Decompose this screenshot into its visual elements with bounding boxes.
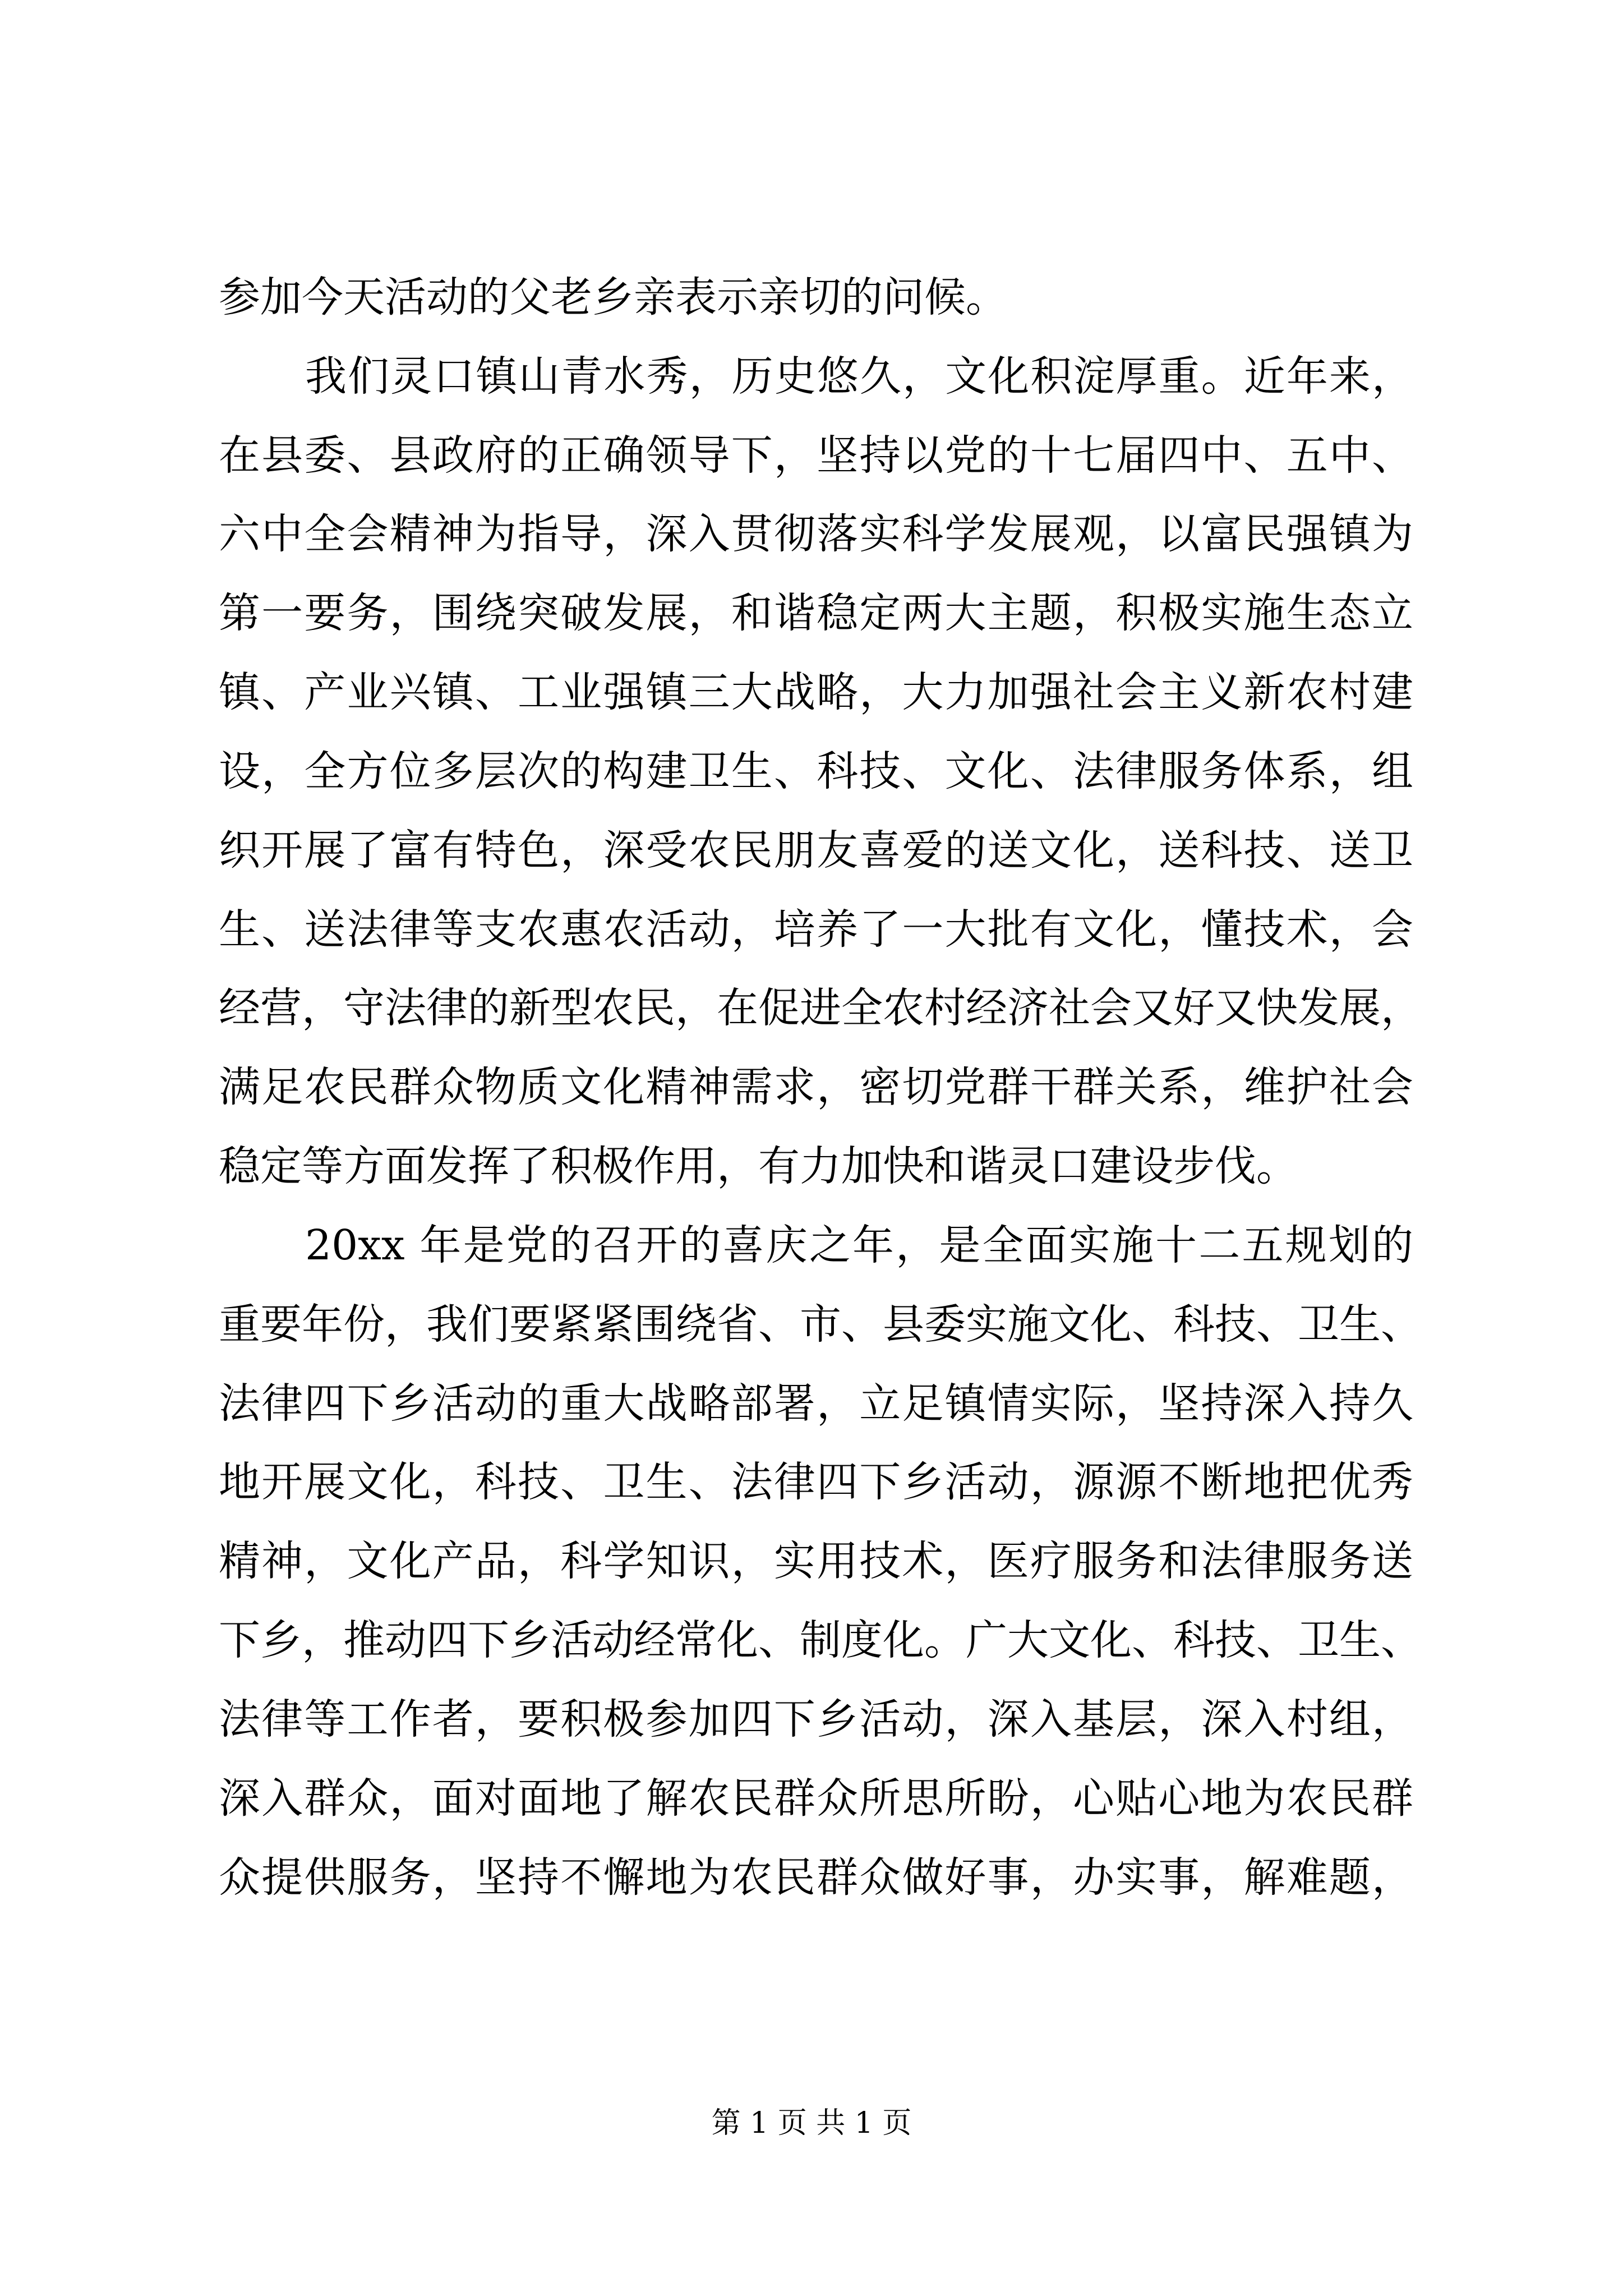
text-line: 众提供服务，坚持不懈地为农民群众做好事，办实事，解难题，: [219, 1853, 1413, 1902]
text-line: 生、送法律等支农惠农活动，培养了一大批有文化，懂技术，会: [219, 905, 1413, 954]
text-line: 织开展了富有特色，深受农民朋友喜爱的送文化，送科技、送卫: [219, 826, 1413, 875]
text-line: 重要年份，我们要紧紧围绕省、市、县委实施文化、科技、卫生、: [219, 1300, 1422, 1349]
text-line: 法律四下乡活动的重大战略部署，立足镇情实际，坚持深入持久: [219, 1379, 1413, 1428]
text-line: 镇、产业兴镇、工业强镇三大战略，大力加强社会主义新农村建: [219, 668, 1413, 716]
text-line: 在县委、县政府的正确领导下，坚持以党的十七届四中、五中、: [219, 431, 1413, 480]
text-line: 深入群众，面对面地了解农民群众所思所盼，心贴心地为农民群: [219, 1774, 1413, 1823]
text-line: 第一要务，围绕突破发展，和谐稳定两大主题，积极实施生态立: [219, 589, 1413, 637]
text-line: 下乡，推动四下乡活动经常化、制度化。广大文化、科技、卫生、: [219, 1616, 1422, 1664]
text-line: 20xx 年是党的召开的喜庆之年，是全面实施十二五规划的: [305, 1221, 1413, 1269]
text-line: 经营，守法律的新型农民，在促进全农村经济社会又好又快发展，: [219, 984, 1422, 1032]
text-line: 我们灵口镇山青水秀，历史悠久，文化积淀厚重。近年来，: [305, 352, 1413, 401]
text-line: 地开展文化，科技、卫生、法律四下乡活动，源源不断地把优秀: [219, 1458, 1413, 1506]
text-line: 六中全会精神为指导，深入贯彻落实科学发展观，以富民强镇为: [219, 510, 1413, 558]
text-line: 精神，文化产品，科学知识，实用技术，医疗服务和法律服务送: [219, 1537, 1413, 1585]
text-line: 稳定等方面发挥了积极作用，有力加快和谐灵口建设步伐。: [219, 1142, 1298, 1190]
text-line: 参加今天活动的父老乡亲表示亲切的问候。: [219, 273, 1007, 321]
text-line: 法律等工作者，要积极参加四下乡活动，深入基层，深入村组，: [219, 1695, 1413, 1743]
text-line: 设，全方位多层次的构建卫生、科技、文化、法律服务体系，组: [219, 747, 1413, 795]
page-number-footer: 第 1 页 共 1 页: [711, 2106, 912, 2140]
text-line: 满足农民群众物质文化精神需求，密切党群干群关系，维护社会: [219, 1063, 1413, 1111]
